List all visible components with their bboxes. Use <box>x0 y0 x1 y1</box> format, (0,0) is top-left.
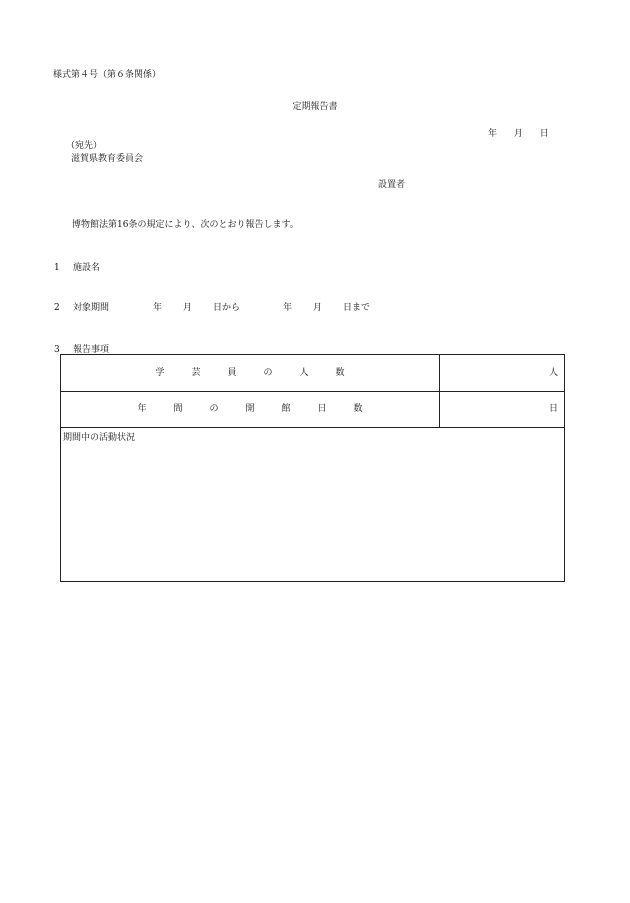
addressee-name: 滋賀県教育委員会 <box>71 154 144 164</box>
section-number: 3 <box>54 345 60 355</box>
activity-status-label: 期間中の活動状況 <box>63 433 136 443</box>
date-day: 日 <box>539 129 549 139</box>
installer-label: 設置者 <box>378 180 406 190</box>
form-number: 様式第４号（第６条関係） <box>53 70 162 80</box>
period-end-year: 年 <box>283 303 293 313</box>
period-start-month: 月 <box>183 303 193 313</box>
section-label: 対象期間 <box>73 303 110 313</box>
section-label: 施設名 <box>73 263 101 273</box>
table-row-opening-days <box>61 391 564 428</box>
period-end-month: 月 <box>313 303 323 313</box>
date-month: 月 <box>513 129 523 139</box>
section-number: 1 <box>54 263 60 273</box>
table-divider <box>439 355 440 427</box>
opening-days-label: 年間の開館日数 <box>137 404 390 414</box>
section-label: 報告事項 <box>73 345 110 355</box>
document-title: 定期報告書 <box>292 102 338 112</box>
report-table <box>60 354 565 582</box>
period-start-day: 日から <box>213 303 241 313</box>
opening-days-unit: 日 <box>548 404 558 414</box>
body-text: 博物館法第16条の規定により、次のとおり報告します。 <box>72 220 299 230</box>
curator-count-label: 学芸員の人数 <box>155 368 372 378</box>
date-line <box>488 126 563 139</box>
opening-days-label-cell <box>61 391 439 427</box>
date-year: 年 <box>488 129 498 139</box>
table-row-curators <box>61 355 564 392</box>
period-start-year: 年 <box>153 303 163 313</box>
section-period <box>54 300 370 313</box>
curator-count-label-cell <box>61 355 439 391</box>
period-end-day: 日まで <box>343 303 371 313</box>
section-facility <box>54 260 100 273</box>
addressee-label: （宛先） <box>66 141 103 151</box>
curator-count-unit: 人 <box>548 368 558 378</box>
section-number: 2 <box>54 303 60 313</box>
